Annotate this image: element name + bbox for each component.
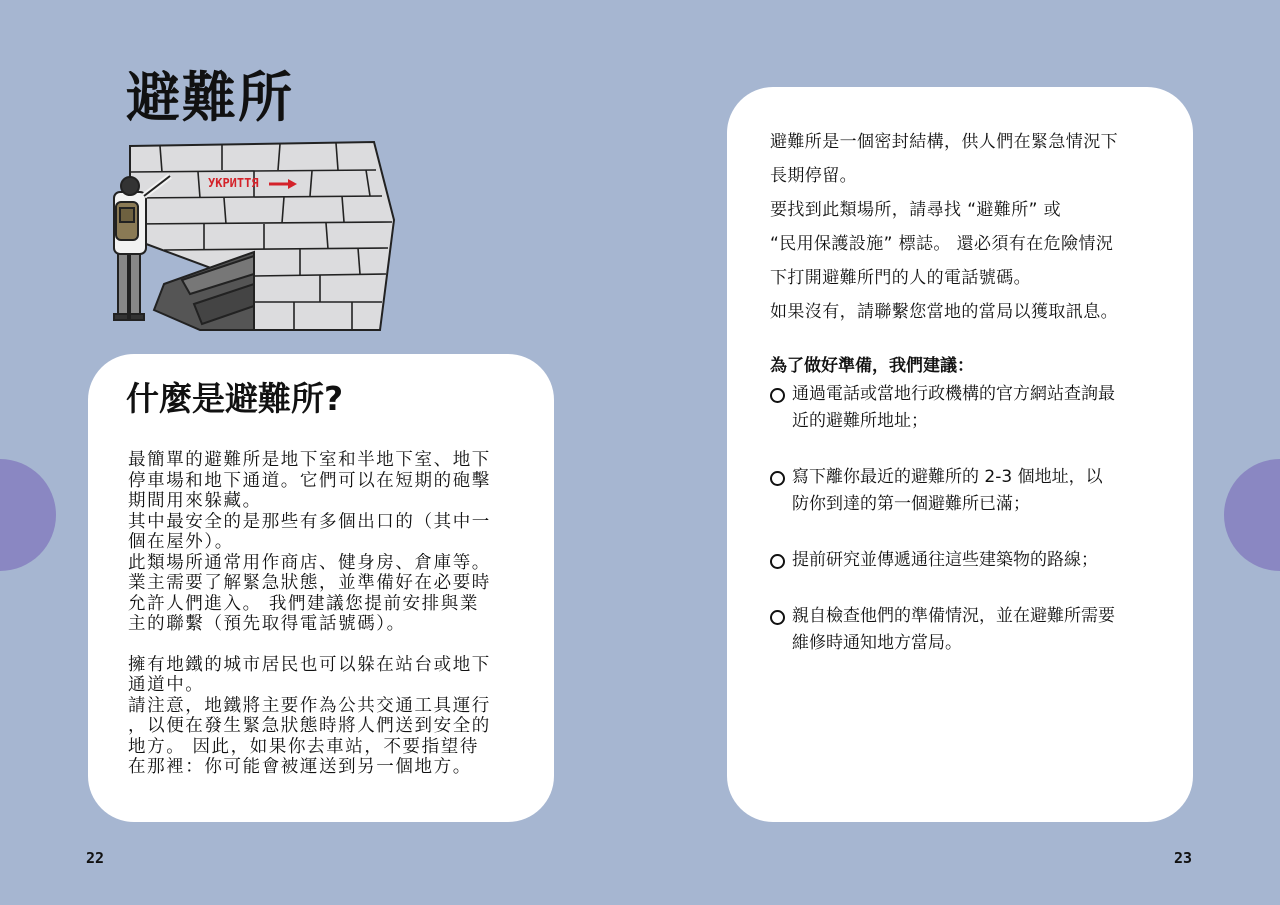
- list-item-line: 親自檢查他們的準備情況，並在避難所需要: [792, 606, 1115, 626]
- circle-bullet-icon: [770, 610, 785, 625]
- body-line: 最簡單的避難所是地下室和半地下室、地下: [128, 450, 491, 470]
- list-item-line: 近的避難所地址；: [792, 411, 928, 431]
- circle-bullet-icon: [770, 471, 785, 486]
- shelter-info-card: [727, 87, 1193, 822]
- list-item: [770, 603, 1180, 657]
- list-item-line: 提前研究並傳遞通往這些建築物的路線；: [792, 550, 1098, 570]
- body-line: 地方。 因此，如果你去車站，不要指望待: [128, 736, 479, 757]
- list-item-line: 防你到達的第一個避難所已滿；: [792, 494, 1030, 514]
- ukrainian-sign-text: УКРИТТЯ: [208, 176, 259, 190]
- body-line: 在那裡：你可能會被運送到另一個地方。: [128, 757, 472, 777]
- shelter-illustration: [104, 134, 404, 346]
- intro-line: “民用保護設施” 標誌。 還必須有在危險情況: [770, 234, 1114, 254]
- intro-line: 避難所是一個密封結構，供人們在緊急情況下: [770, 132, 1118, 152]
- intro-line: 如果沒有，請聯繫您當地的當局以獲取訊息。: [770, 302, 1118, 322]
- list-item-line: 維修時通知地方當局。: [792, 633, 962, 653]
- body-line: 停車場和地下通道。它們可以在短期的砲擊: [128, 470, 491, 491]
- decorative-dot-left: [0, 459, 56, 571]
- body-line: 個在屋外）。: [128, 532, 234, 552]
- page-number-right: 23: [1174, 849, 1193, 867]
- list-item-line: 通過電話或當地行政機構的官方網站查詢最: [792, 384, 1115, 404]
- card-heading: 什麼是避難所?: [126, 379, 344, 418]
- body-line: 請注意，地鐵將主要作為公共交通工具運行: [128, 695, 491, 716]
- body-line: 其中最安全的是那些有多個出口的（其中一: [128, 511, 491, 532]
- list-item-line: 寫下離你最近的避難所的 2-3 個地址，以: [792, 467, 1103, 487]
- body-line: 期間用來躲藏。: [128, 491, 262, 511]
- intro-line: 長期停留。: [770, 166, 857, 186]
- what-is-shelter-card: [88, 354, 554, 822]
- intro-text: [770, 125, 1180, 329]
- body-line: ，以便在發生緊急狀態時將人們送到安全的: [128, 716, 491, 736]
- recommend-list: [770, 381, 1180, 686]
- body-line: 通道中。: [128, 675, 205, 695]
- circle-bullet-icon: [770, 554, 785, 569]
- body-line: 主的聯繫（預先取得電話號碼）。: [128, 614, 406, 634]
- decorative-dot-right: [1224, 459, 1280, 571]
- list-item: [770, 381, 1180, 435]
- list-item: [770, 547, 1180, 574]
- page-number-left: 22: [86, 849, 105, 867]
- recommend-heading: 為了做好準備，我們建議：: [770, 356, 974, 376]
- circle-bullet-icon: [770, 388, 785, 403]
- body-line: 業主需要了解緊急狀態，並準備好在必要時: [128, 573, 491, 593]
- body-line: 允許人們進入。 我們建議您提前安排與業: [128, 593, 479, 614]
- body-line: 擁有地鐵的城市居民也可以躲在站台或地下: [128, 654, 491, 675]
- list-item: [770, 464, 1180, 518]
- intro-line: 下打開避難所門的人的電話號碼。: [770, 268, 1031, 288]
- card-body: [128, 450, 528, 778]
- page-title: 避難所: [126, 66, 294, 129]
- intro-line: 要找到此類場所，請尋找 “避難所” 或: [770, 200, 1062, 220]
- body-line: 此類場所通常用作商店、健身房、倉庫等。: [128, 552, 491, 573]
